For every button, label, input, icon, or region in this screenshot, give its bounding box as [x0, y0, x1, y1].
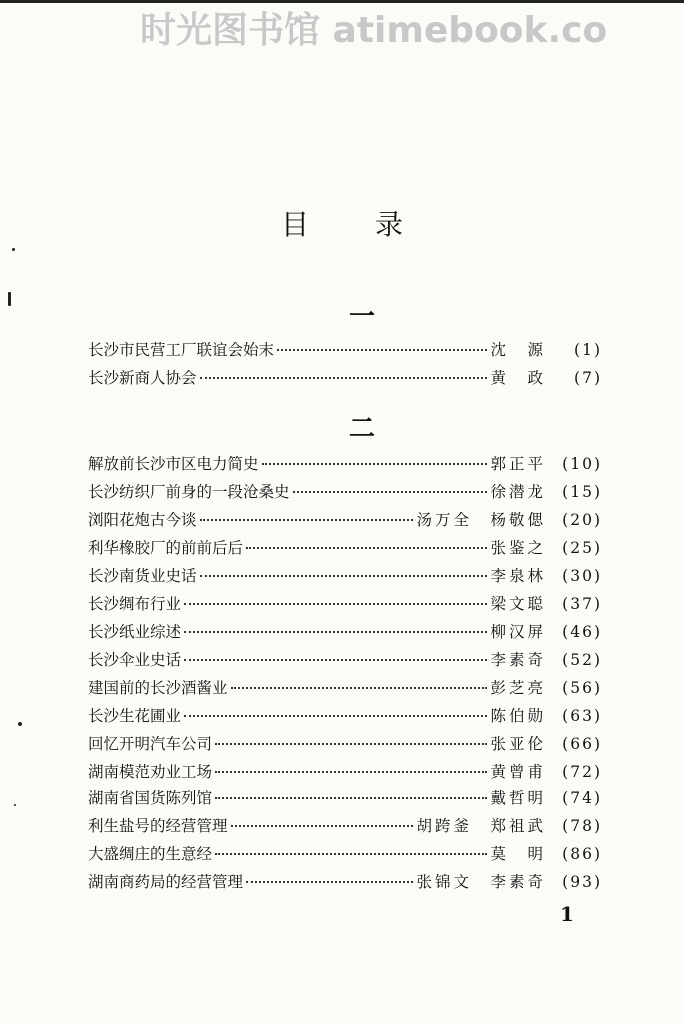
entry-page: (15): [562, 483, 602, 501]
toc-entry: [88, 732, 602, 760]
entry-page: (7): [574, 369, 602, 387]
entry-title: 湖南模范劝业工场: [88, 763, 213, 781]
page-number: 1: [560, 902, 574, 926]
scan-speck: [18, 722, 22, 726]
entry-author: 胡跨釜 郑祖武: [416, 817, 546, 835]
leader-dots: [262, 463, 488, 465]
leader-dots: [215, 853, 487, 855]
entry-title: 建国前的长沙酒酱业: [88, 679, 228, 697]
entry-author: 黄 政: [490, 369, 546, 387]
entry-title: 长沙市民营工厂联谊会始末: [88, 341, 275, 359]
entry-title: 大盛绸庄的生意经: [88, 845, 213, 863]
entry-page: (25): [562, 539, 602, 557]
entry-page: (20): [562, 511, 602, 529]
entry-title: 长沙纺织厂前身的一段沧桑史: [88, 483, 290, 501]
entry-author: 李泉林: [490, 567, 546, 585]
entry-author: 张亚伦: [490, 735, 546, 753]
toc-entry: [88, 592, 602, 620]
entry-page: (74): [562, 789, 602, 807]
entry-author: 郭正平: [490, 455, 546, 473]
entry-page: (93): [562, 873, 602, 891]
entry-page: (30): [562, 567, 602, 585]
leader-dots: [246, 547, 487, 549]
leader-dots: [184, 659, 487, 661]
entry-author: 梁文聪: [490, 595, 546, 613]
entry-title: 长沙绸布行业: [88, 595, 182, 613]
toc-entry: [88, 814, 602, 842]
entry-author: 彭芝亮: [490, 679, 546, 697]
watermark: 时光图书馆 atimebook.co: [140, 10, 608, 51]
entry-author: 莫 明: [490, 845, 546, 863]
entry-page: (1): [574, 341, 602, 359]
scan-speck: [8, 292, 11, 306]
toc-entry: [88, 366, 602, 394]
entry-title: 长沙新商人协会: [88, 369, 197, 387]
toc-entry: [88, 564, 602, 592]
leader-dots: [215, 771, 487, 773]
leader-dots: [200, 519, 414, 521]
entry-title: 利生盐号的经营管理: [88, 817, 228, 835]
entry-title: 湖南商药局的经营管理: [88, 873, 244, 891]
section-number-1: 一: [348, 302, 375, 332]
page-title: 目录: [280, 208, 469, 241]
leader-dots: [215, 743, 487, 745]
leader-dots: [231, 825, 414, 827]
entry-author: 沈 源: [490, 341, 546, 359]
entry-author: 李素奇: [490, 651, 546, 669]
entry-page: (56): [562, 679, 602, 697]
entry-title: 长沙生花圃业: [88, 707, 182, 725]
toc-entry: [88, 648, 602, 676]
toc-entry: [88, 480, 602, 508]
toc-entry: [88, 536, 602, 564]
toc-entry: [88, 704, 602, 732]
entry-page: (46): [562, 623, 602, 641]
toc-entry: [88, 786, 602, 814]
leader-dots: [293, 491, 488, 493]
entry-title: 浏阳花炮古今谈: [88, 511, 197, 529]
entry-title: 长沙南货业史话: [88, 567, 197, 585]
scan-speck: [12, 248, 15, 251]
leader-dots: [277, 349, 487, 351]
toc-entry: [88, 760, 602, 788]
leader-dots: [215, 797, 487, 799]
entry-author: 黄曾甫: [490, 763, 546, 781]
toc-entry: [88, 452, 602, 480]
entry-title: 长沙伞业史话: [88, 651, 182, 669]
toc-entry: [88, 508, 602, 536]
toc-entry: [88, 338, 602, 366]
entry-title: 湖南省国货陈列馆: [88, 789, 213, 807]
leader-dots: [200, 377, 488, 379]
toc-entry: [88, 620, 602, 648]
entry-author: 陈伯勋: [490, 707, 546, 725]
leader-dots: [184, 715, 487, 717]
entry-author: 戴哲明: [490, 789, 546, 807]
toc-entry: [88, 676, 602, 704]
entry-page: (37): [562, 595, 602, 613]
entry-author: 柳汉屏: [490, 623, 546, 641]
entry-page: (63): [562, 707, 602, 725]
entry-page: (86): [562, 845, 602, 863]
leader-dots: [246, 881, 413, 883]
entry-page: (52): [562, 651, 602, 669]
toc-entry: [88, 842, 602, 870]
entry-author: 张鉴之: [490, 539, 546, 557]
entry-page: (72): [562, 763, 602, 781]
entry-author: 徐潜龙: [490, 483, 546, 501]
scan-speck: [14, 804, 16, 806]
entry-author: 汤万全 杨敬偲: [416, 511, 546, 529]
section-number-2: 二: [348, 414, 375, 444]
entry-title: 解放前长沙市区电力简史: [88, 455, 259, 473]
entry-page: (10): [562, 455, 602, 473]
entry-page: (66): [562, 735, 602, 753]
entry-page: (78): [562, 817, 602, 835]
toc-entry: [88, 870, 602, 898]
leader-dots: [200, 575, 488, 577]
leader-dots: [231, 687, 488, 689]
entry-author: 张锦文 李素奇: [416, 873, 546, 891]
leader-dots: [184, 631, 487, 633]
entry-title: 利华橡胶厂的前前后后: [88, 539, 244, 557]
entry-title: 回忆开明汽车公司: [88, 735, 213, 753]
leader-dots: [184, 603, 487, 605]
entry-title: 长沙纸业综述: [88, 623, 182, 641]
